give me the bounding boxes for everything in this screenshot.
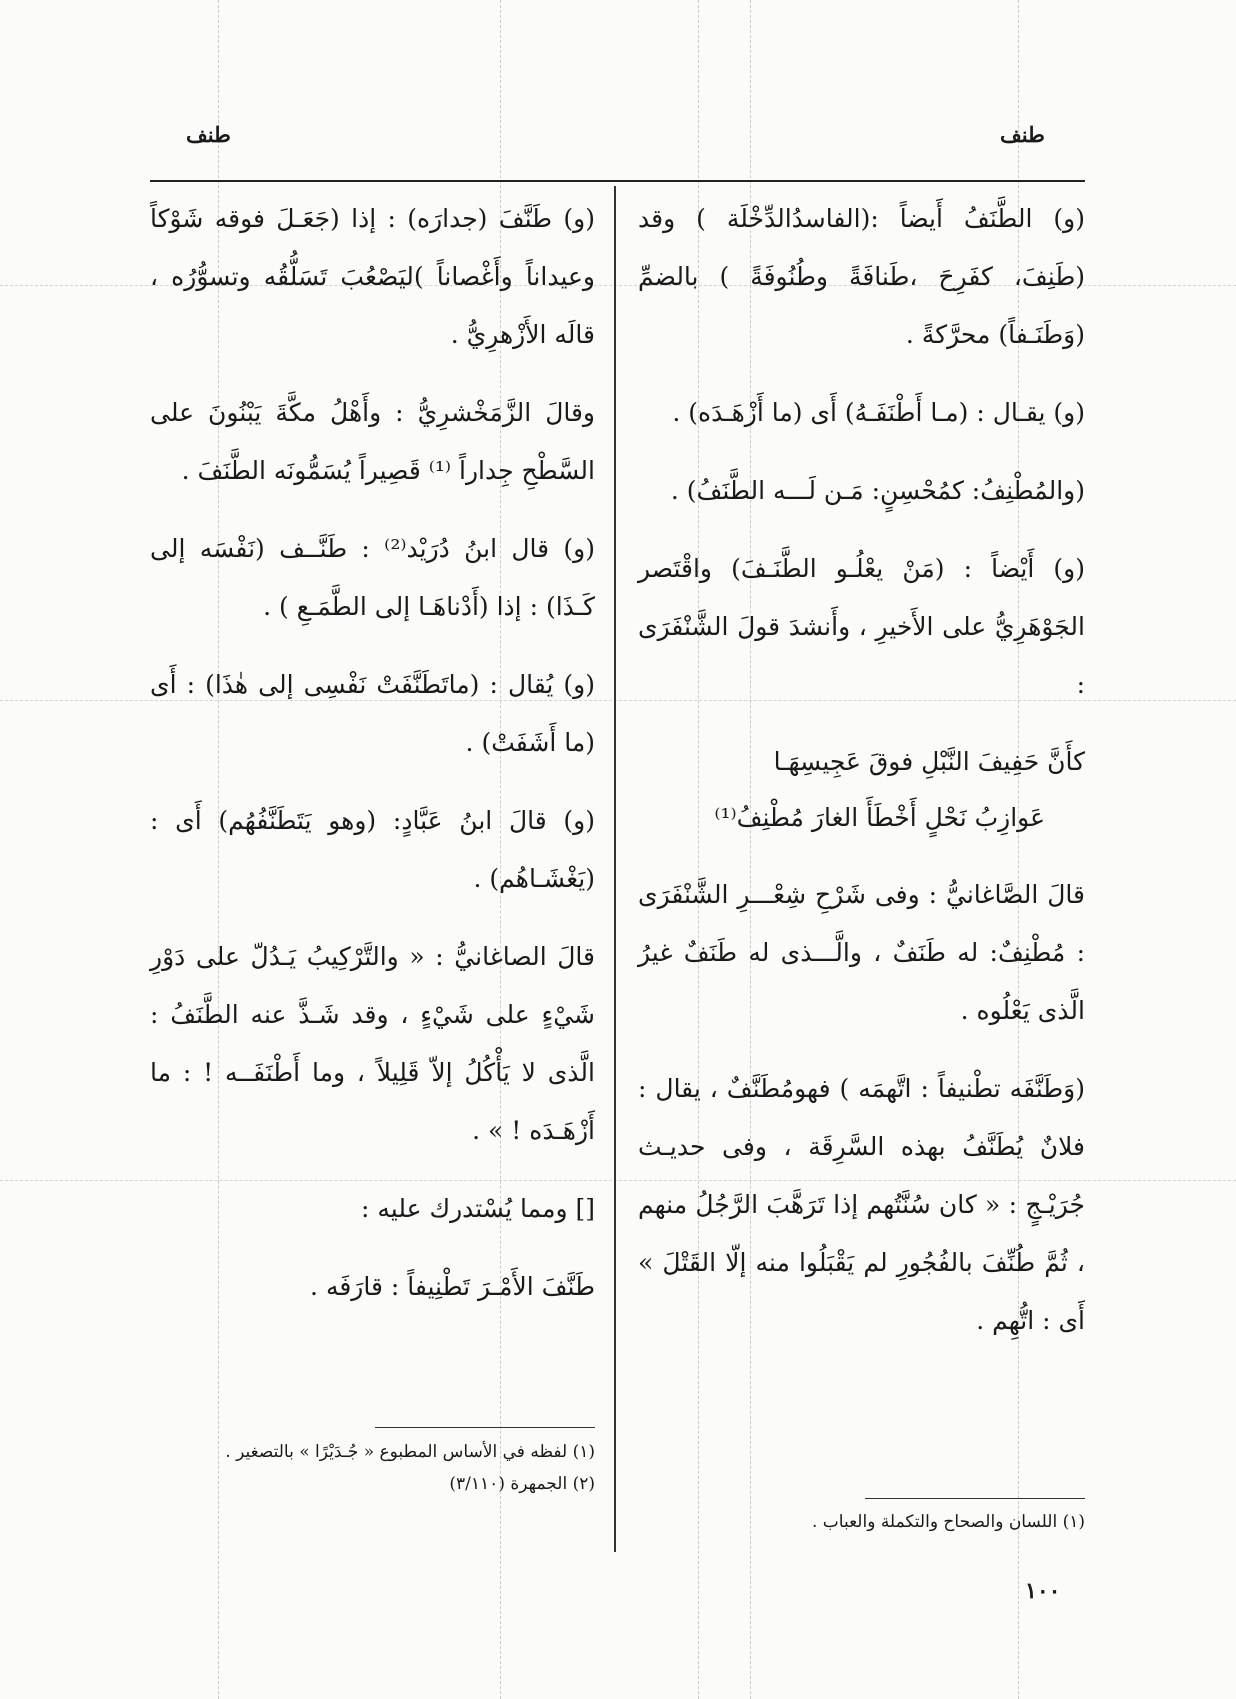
- right-footnotes: [638, 1508, 1085, 1540]
- running-head-right: طنف: [1000, 122, 1045, 147]
- right-column: [638, 190, 1085, 1370]
- paragraph: وقالَ الزَّمَخْشرِيُّ : وأَهْلُ مكَّةَ يَبْنُونَ على السَّطْحِ جِداراً ⁽¹⁾ قَصِيراً يُسَمُّونَه الطَّنَفَ .: [150, 398, 595, 485]
- poem-verse: [638, 734, 1085, 846]
- footnote: (٢) الجمهرة (٣/١١٠): [449, 1474, 595, 1494]
- footnote: (١) لفظه في الأساس المطبوع « جُـدَيْرًا » بالتصغير .: [225, 1442, 595, 1462]
- page-number: ١٠٠: [1025, 1578, 1061, 1604]
- paragraph: (و) طَنَّفَ (جدارَه) : إذا (جَعَـلَ فوقه شَوْكاً وعيداناً وأَغْصاناً )ليَصْعُبَ تَسَلُّقُه وتسوُّرُه ، قالَه الأَزْهرِيُّ .: [150, 204, 595, 349]
- paragraph: (والمُطْنِفُ: كمُحْسِنٍ: مَـن لَـــه الطَّنَفُ) .: [670, 476, 1085, 505]
- footnote-rule: [865, 1498, 1085, 1499]
- paragraph: (و) الطَّنَفُ أَيضاً :(الفاسدُالدِّخْلَة ) وقد (طَنِفَ، كفَرِحَ ،طَنافَةً وطُنُوفَةً ) بالضمِّ (وَطَنَـفاً) محرَّكةً .: [638, 204, 1085, 349]
- paragraph: قالَ الصاغانيُّ : « والتَّرْكِيبُ يَـدُلّ على دَوْرِ شَيْءٍ على شَيْءٍ ، وقد شَـذَّ عنه الطَّنَفُ : الَّذى لا يَأْكُلُ إلاّ قَلِيلاً ، وما أَطْنَفَــه ! : ما أَزْهَـدَه ! » .: [150, 942, 595, 1145]
- paragraph: (و) أَيْضاً : (مَنْ يعْلُـو الطَّنَـفَ) واقْتَصر الجَوْهَرِيُّ على الأَخيرِ ، وأَنشدَ قولَ الشَّنْفَرَى :: [638, 554, 1085, 699]
- footnote-rule: [375, 1427, 595, 1428]
- paragraph: قالَ الصَّاغانيُّ : وفى شَرْحِ شِعْـــرِ الشَّنْفَرَى : مُطْنِفٌ: له طَنَفٌ ، والَّـــذى له طَنَفٌ غيرُ الَّذى يَعْلُوه .: [638, 880, 1085, 1025]
- paragraph: (و) يقـال : (مـا أَطْنَفَـهُ) أَى (ما أَزْهَـدَه) .: [672, 398, 1085, 427]
- verse-line-1: كأَنَّ حَفِيفَ النَّبْلِ فوقَ عَجِيسِهَـا: [773, 747, 1085, 776]
- left-footnotes: [150, 1438, 595, 1502]
- paragraph: طَنَّفَ الأَمْـرَ تَطْنِيفاً : قارَفَه .: [310, 1272, 595, 1301]
- header-rule: [150, 180, 1085, 182]
- left-column: [150, 190, 595, 1336]
- footnote: (١) اللسان والصحاح والتكملة والعباب .: [811, 1512, 1085, 1532]
- paragraph: (و) يُقال : (ماتَطَنَّفَتْ نَفْسِى إلى هٰذَا) : أَى (ما أَشَفَتْ) .: [150, 670, 595, 757]
- running-head-left: طنف: [186, 122, 231, 147]
- paragraph: [] ومما يُسْتدرك عليه :: [361, 1194, 595, 1223]
- paragraph: (و) قال ابنُ دُرَيْد⁽²⁾ : طَنَّــف (نَفْسَه إلى كَـذَا) : إذا (أَدْناهَـا إلى الطَّمَـعِ ) .: [150, 534, 595, 621]
- verse-line-2: عَوازِبُ نَحْلٍ أَخْطَأَ الغارَ مُطْنِفُ⁽¹⁾: [714, 803, 1045, 832]
- column-separator: [614, 186, 616, 1552]
- paragraph: (وَطَنَّفَه تطْنيفاً : اتَّهمَه ) فهومُطَنَّفٌ ، يقال : فلانٌ يُطَنَّفُ بهذه السَّرِقَة ، وفى حديـث جُرَيْـجٍ : « كان سُنَّتُهم إذا تَرَهَّبَ الرَّجُلُ منهم ، ثُمَّ طُنِّفَ بالفُجُورِ لم يَقْبَلُوا منه إلّا القَتْلَ » أَى : اتُّهِم .: [638, 1074, 1085, 1335]
- paragraph: (و) قالَ ابنُ عَبَّادٍ: (وهو يَتَطَنَّفُهُم) أَى : (يَغْشَـاهُم) .: [150, 806, 595, 893]
